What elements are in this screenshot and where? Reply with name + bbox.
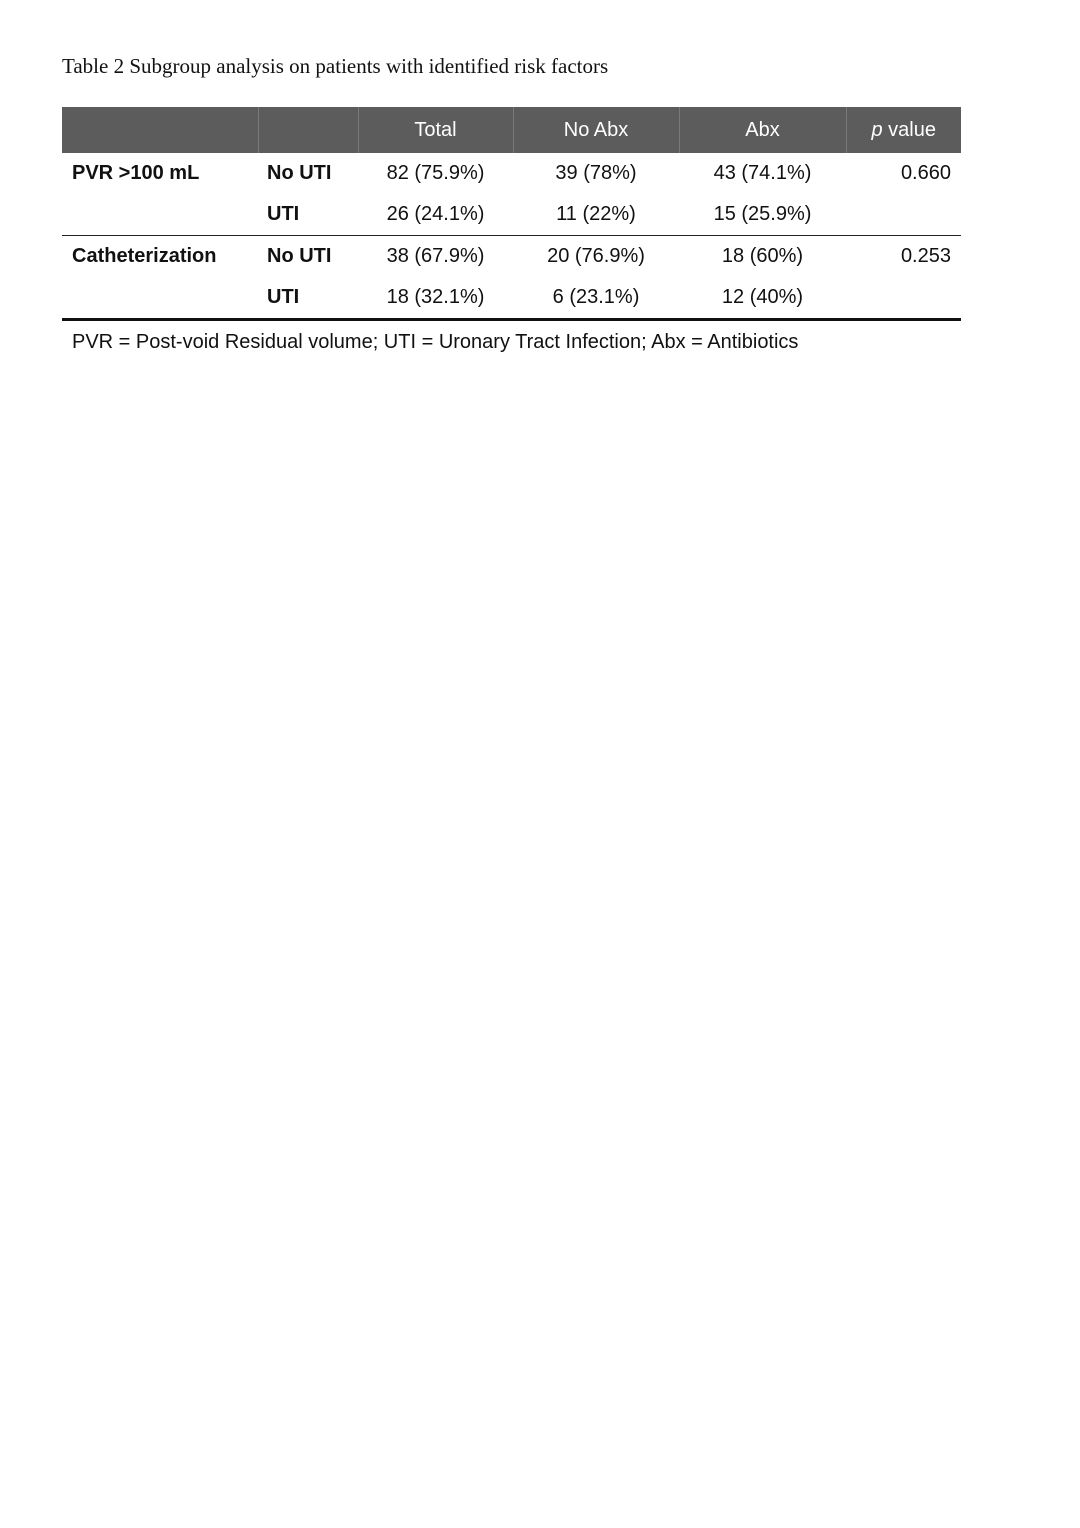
table-row: [62, 153, 961, 194]
cell-total: 18 (32.1%): [358, 277, 513, 320]
header-abx: Abx: [679, 107, 846, 153]
subgroup-table-container: [62, 107, 961, 354]
subgroup-analysis-table: [62, 107, 961, 321]
table-header-row: [62, 107, 961, 153]
subgroup-label: No UTI: [267, 162, 332, 184]
header-subgroup: [258, 107, 358, 153]
header-total: Total: [358, 107, 513, 153]
table-row: [62, 236, 961, 278]
header-p-value: [846, 107, 961, 153]
cell-no-abx: 11 (22%): [513, 194, 679, 236]
group-label: Catheterization: [72, 245, 217, 267]
subgroup-label: UTI: [258, 277, 358, 320]
cell-no-abx: 39 (78%): [555, 162, 637, 184]
header-no-abx: No Abx: [513, 107, 679, 153]
cell-abx: 43 (74.1%): [713, 162, 812, 184]
cell-abx: 15 (25.9%): [679, 194, 846, 236]
subgroup-label: No UTI: [267, 245, 332, 267]
group-label-empty: [62, 277, 258, 320]
cell-p-value: 0.660: [900, 162, 951, 184]
header-p-rest: value: [882, 118, 936, 141]
table-row: [62, 194, 961, 236]
cell-p-value: 0.253: [900, 245, 951, 267]
table-row: [62, 277, 961, 320]
cell-abx: 12 (40%): [679, 277, 846, 320]
group-label-empty: [62, 194, 258, 236]
cell-total: 26 (24.1%): [358, 194, 513, 236]
cell-total: 82 (75.9%): [386, 162, 485, 184]
subgroup-label: UTI: [258, 194, 358, 236]
cell-abx: 18 (60%): [721, 245, 804, 267]
group-label: PVR >100 mL: [72, 162, 200, 184]
table-footnote: PVR = Post-void Residual volume; UTI = Uronary Tract Infection; Abx = Antibiotics: [72, 331, 799, 353]
cell-p-value: [846, 277, 961, 320]
cell-no-abx: 20 (76.9%): [547, 245, 645, 267]
cell-total: 38 (67.9%): [386, 245, 485, 267]
header-group: [62, 107, 258, 153]
table-caption: Table 2 Subgroup analysis on patients with identified risk factors: [62, 54, 609, 78]
cell-no-abx: 6 (23.1%): [513, 277, 679, 320]
header-p-italic: p: [871, 118, 883, 141]
cell-p-value: [846, 194, 961, 236]
